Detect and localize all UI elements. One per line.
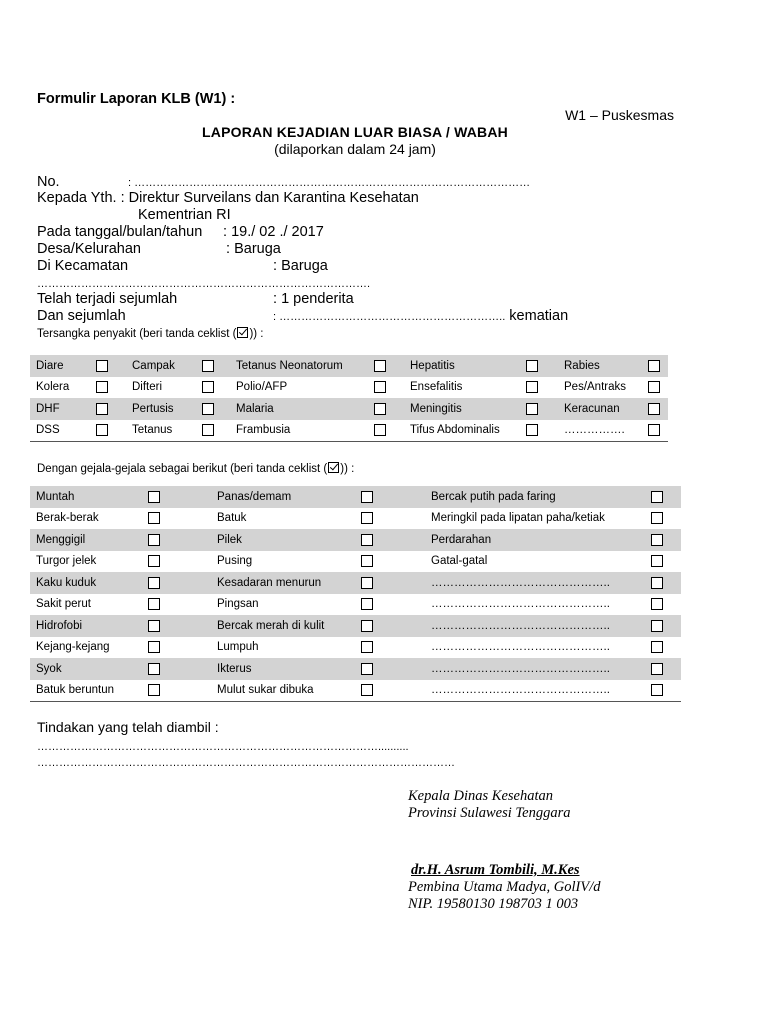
sejumlah-value: : 1 penderita [273, 291, 354, 307]
checkbox[interactable] [374, 424, 386, 436]
checkbox[interactable] [374, 403, 386, 415]
checkbox-cell [90, 355, 126, 377]
dan-label: Dan sejumlah [37, 308, 126, 324]
checkbox-cell [355, 680, 425, 702]
item-label: Pes/Antraks [564, 381, 626, 394]
checkbox[interactable] [651, 491, 663, 503]
checkbox[interactable] [648, 424, 660, 436]
checkbox-cell [645, 572, 681, 594]
checkbox[interactable] [96, 403, 108, 415]
checkbox-cell [355, 551, 425, 573]
disease-prompt-end: )) : [249, 328, 264, 340]
checkbox-cell [642, 377, 668, 399]
symptom-prompt-end: )) : [340, 463, 355, 475]
symptom-prompt-text: Dengan gejala-gejala sebagai berikut (beri tanda ceklist ( [37, 463, 328, 475]
checkbox[interactable] [648, 360, 660, 372]
checkbox[interactable] [651, 598, 663, 610]
checkbox-cell [142, 529, 211, 551]
item-label: ……………………………………….. [431, 641, 610, 654]
table-row [30, 377, 668, 399]
item-label: ……………………………………….. [425, 680, 645, 702]
checkbox[interactable] [148, 577, 160, 589]
item-label: ……………………………………….. [425, 572, 645, 594]
report-heading: LAPORAN KEJADIAN LUAR BIASA / WABAH [202, 124, 508, 140]
table-row [30, 658, 681, 680]
checkbox[interactable] [148, 555, 160, 567]
item-label: Kolera [36, 381, 70, 394]
checkbox[interactable] [526, 424, 538, 436]
checkbox[interactable] [202, 360, 214, 372]
table-row [30, 486, 681, 508]
checkbox-cell [142, 551, 211, 573]
checkbox-cell [142, 637, 211, 659]
item-label: Hepatitis [404, 355, 520, 377]
item-label: Batuk beruntun [30, 680, 142, 702]
checkbox[interactable] [374, 360, 386, 372]
tanggal-label: Pada tanggal/bulan/tahun [37, 224, 203, 240]
desa-label: Desa/Kelurahan [37, 241, 141, 257]
checkbox-cell [355, 594, 425, 616]
sejumlah-line [37, 291, 354, 308]
no-line [37, 174, 137, 191]
checkbox-cell [645, 529, 681, 551]
checkbox[interactable] [648, 381, 660, 393]
checkbox-cell [645, 486, 681, 508]
item-label: Pertusis [126, 398, 196, 420]
checkbox[interactable] [526, 381, 538, 393]
checkbox-cell [520, 420, 558, 442]
checkbox[interactable] [361, 577, 373, 589]
item-label: Panas/demam [211, 486, 355, 508]
checkbox[interactable] [96, 381, 108, 393]
checked-box-icon [237, 327, 248, 338]
signature-rank: Pembina Utama Madya, GolIV/d [408, 879, 601, 895]
dan-value-unit: kematian [509, 308, 569, 324]
signature-office-2: Provinsi Sulawesi Tenggara [408, 805, 571, 821]
item-label: Lumpuh [217, 641, 259, 654]
checkbox[interactable] [148, 663, 160, 675]
checkbox-cell [645, 680, 681, 702]
checkbox[interactable] [651, 512, 663, 524]
item-label: Sakit perut [36, 598, 91, 611]
checkbox[interactable] [96, 360, 108, 372]
item-label: Kesadaran menurun [211, 572, 355, 594]
checkbox[interactable] [648, 403, 660, 415]
checkbox-cell [645, 637, 681, 659]
checkbox[interactable] [361, 555, 373, 567]
kepada-value: : Direktur Surveilans dan Karantina Kesehatan [120, 190, 419, 206]
item-label: DHF [30, 398, 90, 420]
form-title: Formulir Laporan KLB (W1) : [37, 91, 236, 107]
checkbox[interactable] [148, 534, 160, 546]
checkbox-cell [196, 398, 230, 420]
checkbox[interactable] [361, 534, 373, 546]
disease-prompt [37, 327, 264, 340]
checkbox[interactable] [651, 684, 663, 696]
table-row [30, 398, 668, 420]
kecamatan-label: Di Kecamatan [37, 258, 129, 274]
tanggal-value: : 19./ 02 ./ 2017 [223, 224, 324, 240]
checkbox[interactable] [361, 620, 373, 632]
actions-line-2: …………………………………………………………………………………………………… [37, 757, 455, 769]
checkbox[interactable] [361, 512, 373, 524]
item-label: ……………………………………….. [425, 658, 645, 680]
checkbox-cell [520, 398, 558, 420]
checkbox-cell [196, 377, 230, 399]
checkbox[interactable] [651, 620, 663, 632]
item-label: Frambusia [230, 420, 368, 442]
item-label: ……………………………………….. [425, 615, 645, 637]
item-label: Polio/AFP [236, 381, 288, 394]
actions-label: Tindakan yang telah diambil : [37, 719, 219, 735]
item-label: Tetanus [126, 420, 196, 442]
checkbox-cell [645, 551, 681, 573]
item-label: Pingsan [217, 598, 259, 611]
checkbox-cell [368, 377, 404, 399]
item-label: Kaku kuduk [30, 572, 142, 594]
item-label: Keracunan [558, 398, 642, 420]
item-label: Tetanus Neonatorum [230, 355, 368, 377]
tanggal-line [37, 224, 324, 241]
checkbox-cell [355, 637, 425, 659]
checkbox-cell [355, 615, 425, 637]
table-row [30, 572, 681, 594]
signature-office-1: Kepala Dinas Kesehatan [408, 788, 553, 804]
checkbox-cell [520, 377, 558, 399]
table-row [30, 551, 681, 573]
checked-box-icon [328, 462, 339, 473]
item-label: ……………. [558, 420, 642, 442]
kecamatan-value: : Baruga [273, 258, 328, 274]
checkbox-cell [520, 355, 558, 377]
desa-line [37, 241, 281, 258]
table-row [30, 508, 681, 530]
checkbox-cell [142, 615, 211, 637]
checkbox[interactable] [148, 512, 160, 524]
checkbox[interactable] [651, 641, 663, 653]
checkbox[interactable] [202, 403, 214, 415]
item-label: Batuk [217, 512, 247, 525]
form-code: W1 – Puskesmas [565, 107, 674, 123]
checkbox-cell [142, 572, 211, 594]
checkbox[interactable] [361, 641, 373, 653]
checkbox-cell [355, 486, 425, 508]
desa-value: : Baruga [226, 241, 281, 257]
item-label: ……………………………………….. [431, 598, 610, 611]
checkbox[interactable] [202, 424, 214, 436]
checkbox-cell [645, 508, 681, 530]
checkbox[interactable] [651, 555, 663, 567]
symptom-table [30, 486, 681, 702]
disease-prompt-text: Tersangka penyakit (beri tanda ceklist ( [37, 328, 237, 340]
checkbox[interactable] [526, 360, 538, 372]
item-label: Ikterus [211, 658, 355, 680]
checkbox[interactable] [526, 403, 538, 415]
checkbox-cell [355, 508, 425, 530]
table-row [30, 637, 681, 659]
no-label: No. [37, 174, 60, 190]
item-label: Bercak putih pada faring [425, 486, 645, 508]
checkbox-cell [90, 420, 126, 442]
table-row [30, 355, 668, 377]
checkbox[interactable] [374, 381, 386, 393]
table-row [30, 529, 681, 551]
checkbox-cell [368, 398, 404, 420]
checkbox-cell [642, 398, 668, 420]
item-label: Perdarahan [425, 529, 645, 551]
kepada-line [37, 190, 419, 207]
checkbox[interactable] [96, 424, 108, 436]
item-label: Diare [30, 355, 90, 377]
checkbox-cell [645, 658, 681, 680]
table-row [30, 420, 668, 442]
checkbox-cell [196, 420, 230, 442]
checkbox[interactable] [361, 491, 373, 503]
checkbox[interactable] [361, 598, 373, 610]
table-row [30, 680, 681, 702]
signature-nip: NIP. 19580130 198703 1 003 [408, 896, 579, 912]
checkbox-cell [142, 680, 211, 702]
item-label: Turgor jelek [36, 555, 97, 568]
item-label: Pilek [211, 529, 355, 551]
checkbox[interactable] [361, 684, 373, 696]
checkbox-cell [642, 355, 668, 377]
item-label: Malaria [230, 398, 368, 420]
item-label: Berak-berak [36, 512, 99, 525]
item-label: Campak [126, 355, 196, 377]
actions-line-1: ………………………………………………………………………………….......... [37, 741, 409, 753]
checkbox[interactable] [148, 684, 160, 696]
item-label: Difteri [132, 381, 163, 394]
checkbox-cell [142, 508, 211, 530]
disease-table [30, 355, 668, 442]
item-label: Mulut sukar dibuka [211, 680, 355, 702]
checkbox[interactable] [148, 620, 160, 632]
checkbox[interactable] [148, 598, 160, 610]
item-label: Rabies [558, 355, 642, 377]
sejumlah-label: Telah terjadi sejumlah [37, 291, 178, 307]
kepada-label: Kepada Yth. [37, 190, 117, 206]
checkbox-cell [645, 594, 681, 616]
checkbox-cell [142, 486, 211, 508]
signature-name-wrap [411, 862, 580, 879]
checkbox[interactable] [202, 381, 214, 393]
checkbox-cell [142, 658, 211, 680]
checkbox-cell [645, 615, 681, 637]
checkbox[interactable] [148, 641, 160, 653]
checkbox-cell [368, 355, 404, 377]
checkbox-cell [368, 420, 404, 442]
item-label: Syok [30, 658, 142, 680]
item-label: DSS [30, 420, 90, 442]
checkbox-cell [90, 377, 126, 399]
checkbox[interactable] [651, 663, 663, 675]
checkbox-cell [142, 594, 211, 616]
kepada-value-2: Kementrian RI [138, 207, 231, 223]
checkbox-cell [642, 420, 668, 442]
table-row [30, 615, 681, 637]
checkbox[interactable] [148, 491, 160, 503]
checkbox-cell [355, 572, 425, 594]
signature-name: dr.H. Asrum Tombili, M.Kes [411, 862, 580, 878]
item-label: Hidrofobi [30, 615, 142, 637]
item-label: Muntah [30, 486, 142, 508]
blank-dots: ………………………………………………………………………………. [37, 278, 371, 290]
dan-value-dots: : …………………………………………………….. [273, 311, 506, 323]
checkbox[interactable] [651, 534, 663, 546]
item-label: Bercak merah di kulit [211, 615, 355, 637]
item-label: Meningitis [404, 398, 520, 420]
checkbox-cell [355, 529, 425, 551]
item-label: Menggigil [30, 529, 142, 551]
symptom-prompt [37, 462, 354, 475]
item-label: Pusing [217, 555, 253, 568]
table-row [30, 594, 681, 616]
checkbox[interactable] [361, 663, 373, 675]
checkbox[interactable] [651, 577, 663, 589]
report-subheading: (dilaporkan dalam 24 jam) [274, 141, 436, 157]
item-label: Kejang-kejang [36, 641, 110, 654]
checkbox-cell [196, 355, 230, 377]
item-label: Ensefalitis [410, 381, 463, 394]
item-label: Gatal-gatal [431, 555, 488, 568]
dan-line [37, 308, 568, 326]
checkbox-cell [90, 398, 126, 420]
no-value: : ……………………………………………………………………………………………… [128, 177, 531, 189]
kecamatan-line [37, 258, 328, 275]
checkbox-cell [355, 658, 425, 680]
item-label: Tifus Abdominalis [404, 420, 520, 442]
item-label: Meringkil pada lipatan paha/ketiak [431, 512, 605, 525]
